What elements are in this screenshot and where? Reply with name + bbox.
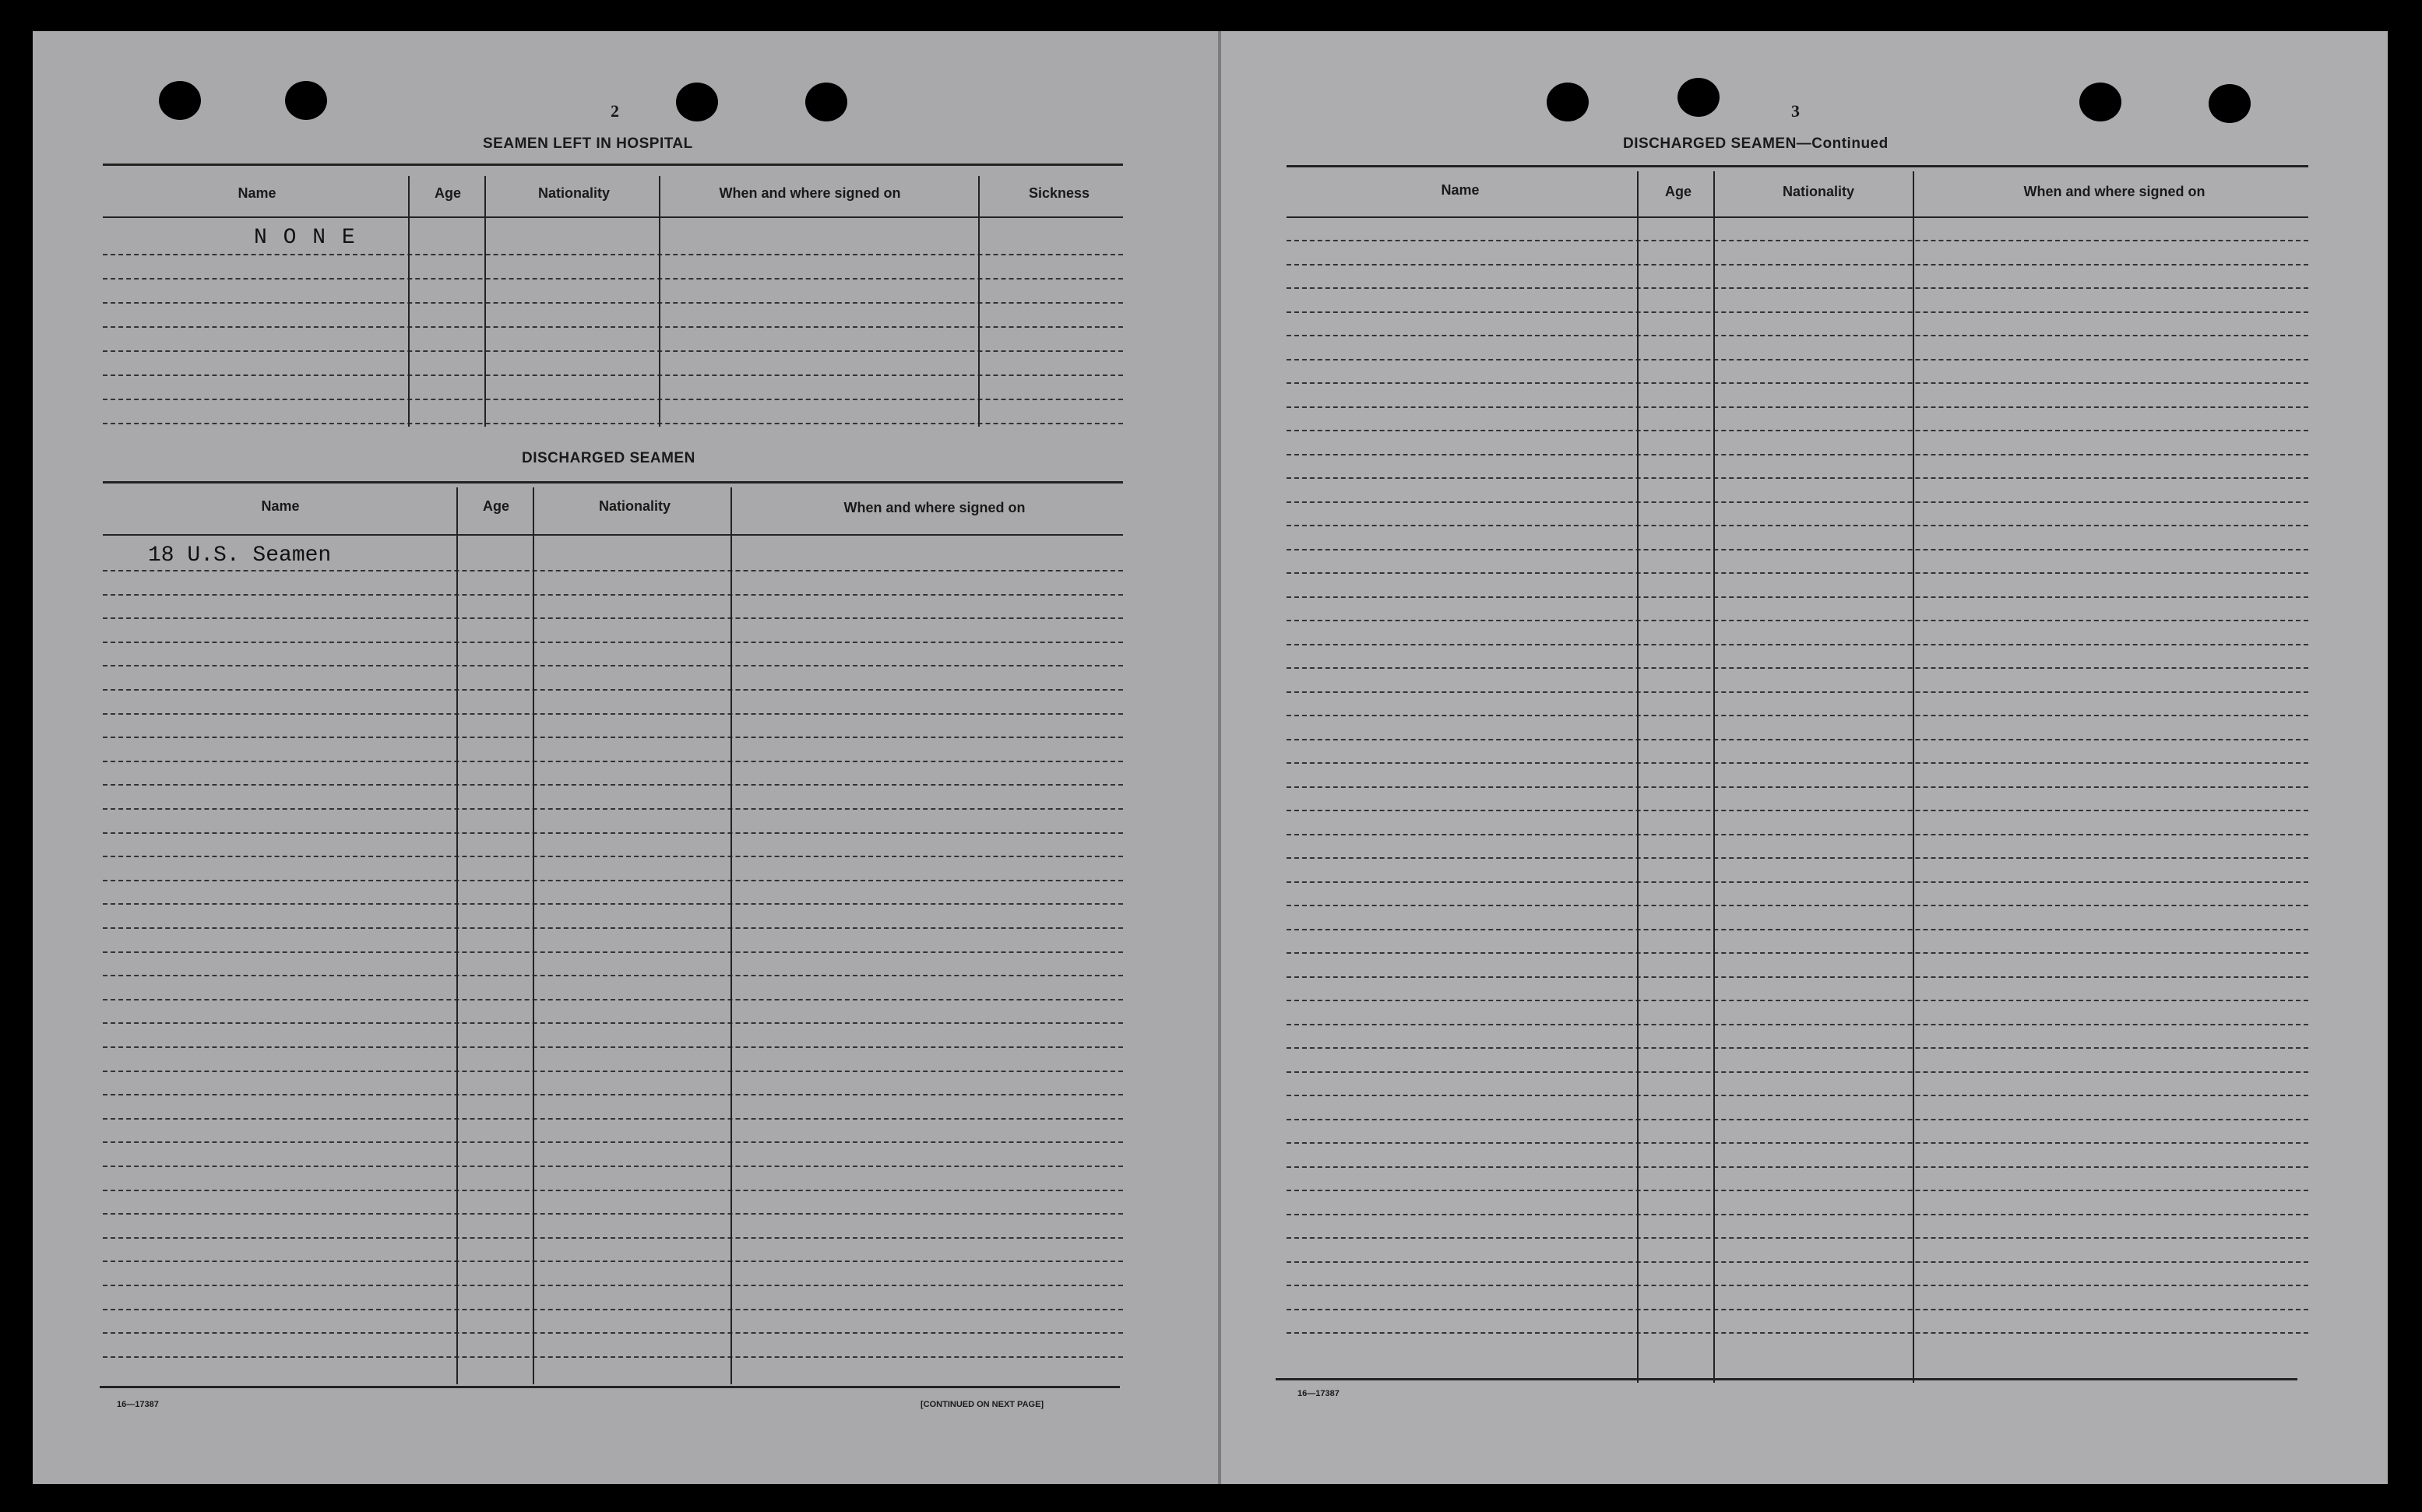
column-divider [456,487,458,1384]
punch-hole [285,81,327,120]
col-nationality: Nationality [598,498,671,514]
row-rule [1287,1166,2308,1168]
row-rule [103,903,1123,905]
row-rule [103,713,1123,715]
row-rule [103,951,1123,953]
row-rule [1287,786,2308,788]
punch-hole [805,83,847,121]
row-rule [1287,477,2308,479]
col-name: Name [238,185,276,201]
row-rule [1287,454,2308,455]
column-divider [408,176,410,427]
row-rule [1287,762,2308,764]
row-rule [103,761,1123,762]
continued-note: [CONTINUED ON NEXT PAGE] [921,1400,1044,1409]
row-rule [1287,1119,2308,1120]
row-rule [1287,240,2308,241]
col-when-where: When and where signed on [843,500,1026,515]
row-rule [1287,382,2308,384]
right-page [1220,31,2388,1484]
col-age: Age [434,185,461,201]
form-number: 16—17387 [117,1400,159,1409]
left-page [33,31,1220,1484]
row-rule [1287,976,2308,978]
column-divider [484,176,486,427]
page-fold [1218,31,1221,1484]
row-rule [1287,1000,2308,1001]
row-rule [1287,1309,2308,1310]
row-rule [1287,1047,2308,1049]
rule [1276,1378,2297,1380]
row-rule [1287,501,2308,503]
row-rule [103,278,1123,280]
column-divider [1713,171,1715,1383]
row-rule [103,1213,1123,1215]
row-rule [1287,525,2308,526]
row-rule [1287,810,2308,811]
row-rule [103,1332,1123,1334]
row-rule [1287,1071,2308,1073]
row-rule [1287,311,2308,313]
row-rule [103,784,1123,786]
row-rule [1287,620,2308,621]
page-number: 2 [611,101,619,121]
column-divider [1913,171,1914,1383]
row-rule [1287,359,2308,360]
col-age: Age [1664,184,1692,199]
row-rule [1287,287,2308,289]
row-rule [103,594,1123,596]
row-rule [1287,406,2308,408]
row-rule [103,302,1123,304]
row-rule [1287,691,2308,693]
punch-hole [2079,83,2121,121]
discharged-section-title: DISCHARGED SEAMEN [522,450,695,466]
row-rule [103,1046,1123,1048]
row-rule [1287,739,2308,740]
row-rule [1287,667,2308,669]
row-rule [1287,857,2308,859]
punch-hole [1677,78,1720,117]
column-divider [978,176,980,427]
column-divider [1637,171,1639,1383]
row-rule [103,570,1123,571]
discharged-continued-title: DISCHARGED SEAMEN—Continued [1623,135,1889,152]
rule [1287,165,2308,167]
row-rule [1287,715,2308,716]
row-rule [103,326,1123,328]
col-nationality: Nationality [1782,184,1854,199]
discharged-entry: 18 U.S. Seamen [148,543,332,568]
hospital-entry: N O N E [254,226,357,250]
row-rule [1287,1261,2308,1263]
row-rule [103,642,1123,643]
form-number: 16—17387 [1297,1389,1339,1398]
row-rule [103,399,1123,400]
rule [103,216,1123,218]
row-rule [1287,1142,2308,1144]
col-nationality: Nationality [537,185,610,201]
row-rule [1287,335,2308,336]
row-rule [103,1261,1123,1262]
row-rule [103,832,1123,834]
row-rule [103,1118,1123,1120]
row-rule [103,975,1123,976]
row-rule [1287,1024,2308,1025]
row-rule [103,1285,1123,1286]
punch-hole [1547,83,1589,121]
row-rule [1287,264,2308,265]
row-rule [103,1022,1123,1024]
row-rule [1287,430,2308,431]
row-rule [103,999,1123,1000]
row-rule [103,423,1123,424]
row-rule [103,1237,1123,1239]
row-rule [103,1309,1123,1310]
row-rule [1287,952,2308,954]
row-rule [1287,1285,2308,1286]
col-age: Age [482,498,509,514]
page-number: 3 [1791,101,1800,121]
col-sickness: Sickness [1028,185,1090,201]
row-rule [103,254,1123,255]
row-rule [103,617,1123,619]
row-rule [103,1190,1123,1191]
row-rule [103,665,1123,666]
rule [103,164,1123,166]
row-rule [1287,549,2308,550]
row-rule [1287,596,2308,598]
row-rule [1287,905,2308,906]
column-divider [659,176,660,427]
col-name: Name [261,498,300,514]
row-rule [1287,1237,2308,1239]
row-rule [103,1141,1123,1143]
punch-hole [159,81,201,120]
rule [1287,216,2308,218]
row-rule [103,927,1123,929]
row-rule [1287,1095,2308,1096]
row-rule [1287,1214,2308,1215]
col-name: Name [1441,182,1480,198]
row-rule [1287,834,2308,835]
rule [103,481,1123,483]
column-divider [730,487,732,1384]
row-rule [1287,1190,2308,1191]
col-when-where: When and where signed on [2023,184,2205,199]
col-when-where: When and where signed on [719,185,901,201]
row-rule [103,808,1123,810]
row-rule [103,1071,1123,1072]
rule [103,534,1123,536]
row-rule [103,1094,1123,1095]
hospital-section-title: SEAMEN LEFT IN HOSPITAL [483,135,693,152]
row-rule [103,1356,1123,1358]
punch-hole [2209,84,2251,123]
row-rule [1287,1332,2308,1334]
row-rule [1287,929,2308,930]
row-rule [103,1166,1123,1167]
punch-hole [676,83,718,121]
column-divider [533,487,534,1384]
row-rule [1287,572,2308,574]
row-rule [1287,881,2308,883]
row-rule [103,737,1123,738]
row-rule [103,880,1123,881]
row-rule [1287,644,2308,645]
row-rule [103,856,1123,857]
row-rule [103,689,1123,691]
rule [100,1386,1120,1388]
row-rule [103,350,1123,352]
row-rule [103,374,1123,376]
